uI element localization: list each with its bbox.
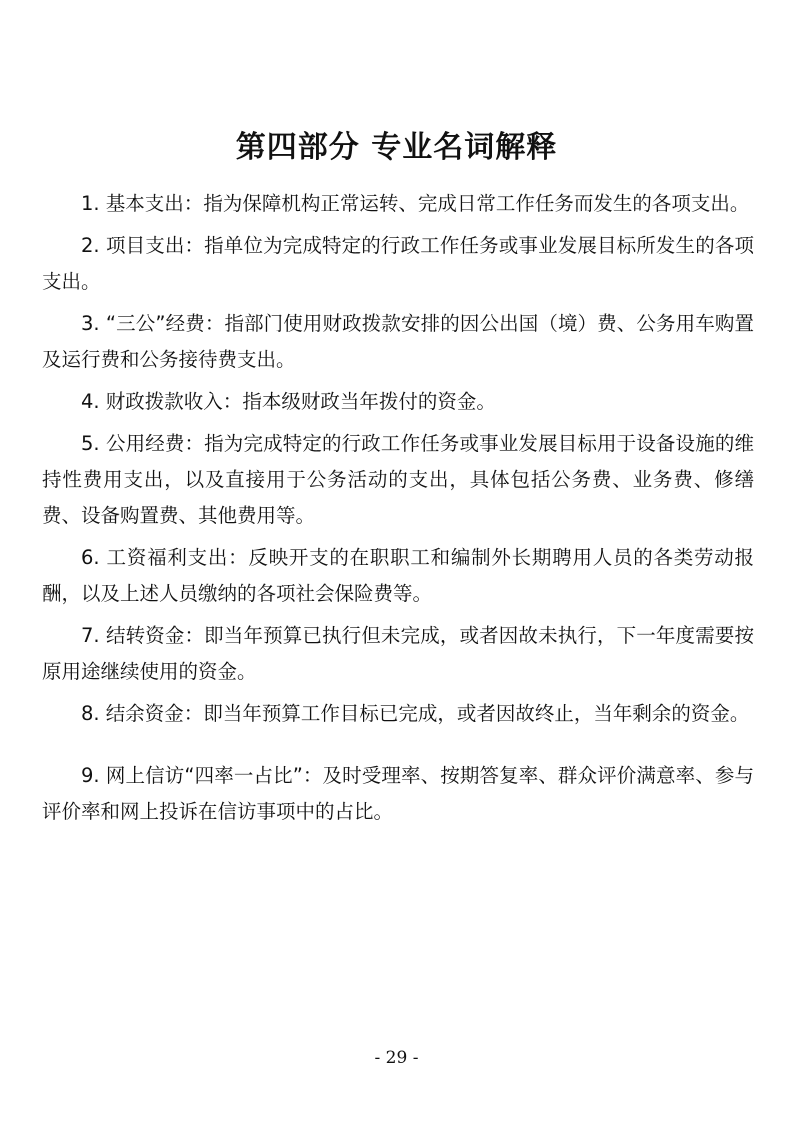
term-heading: 7. 结转资金：: [81, 624, 205, 647]
term-heading: 9. 网上信访“四率一占比”：: [81, 764, 323, 787]
term-heading: 3. “三公”经费：: [81, 312, 225, 335]
term-item-3: [42, 306, 754, 378]
page-number: - 29 -: [374, 1048, 419, 1068]
page-title: 第四部分 专业名词解释: [235, 130, 558, 165]
term-item-2: [42, 228, 754, 300]
term-heading: 4. 财政拨款收入：: [81, 390, 243, 413]
term-item-8: [42, 696, 754, 732]
term-heading: 8. 结余资金：: [81, 702, 204, 725]
terms-list: [42, 186, 754, 836]
term-item-9: [42, 758, 754, 830]
term-definition: 指为保障机构正常运转、完成日常工作任务而发生的各项支出。: [203, 192, 750, 215]
term-heading: 5. 公用经费：: [81, 432, 205, 455]
term-item-4: [42, 384, 754, 420]
term-definition: 指为完成特定的行政工作任务或事业发展目标用于设备设施的维持性费用支出，以及直接用于公务活动的支出，具体包括公务费、业务费、修缮费、设备购置费、其他费用等。: [42, 432, 754, 527]
term-item-5: [42, 426, 754, 534]
term-definition: 指本级财政当年拨付的资金。: [242, 390, 496, 413]
term-definition: 即当年预算工作目标已完成，或者因故终止，当年剩余的资金。: [203, 702, 750, 725]
term-definition: 即当年预算已执行但未完成，或者因故未执行，下一年度需要按原用途继续使用的资金。: [42, 624, 754, 683]
term-item-6: [42, 540, 754, 612]
term-heading: 1. 基本支出：: [81, 192, 204, 215]
term-heading: 2. 项目支出：: [81, 234, 205, 257]
term-item-7: [42, 618, 754, 690]
term-definition: 及时受理率、按期答复率、群众评价满意率、参与评价率和网上投诉在信访事项中的占比。: [42, 764, 754, 823]
term-item-1: [42, 186, 754, 222]
term-definition: 指单位为完成特定的行政工作任务或事业发展目标所发生的各项支出。: [42, 234, 754, 293]
term-definition: 指部门使用财政拨款安排的因公出国（境）费、公务用车购置及运行费和公务接待费支出。: [42, 312, 754, 371]
term-heading: 6. 工资福利支出：: [81, 546, 249, 569]
term-definition: 反映开支的在职职工和编制外长期聘用人员的各类劳动报酬，以及上述人员缴纳的各项社会保险费等。: [42, 546, 754, 605]
